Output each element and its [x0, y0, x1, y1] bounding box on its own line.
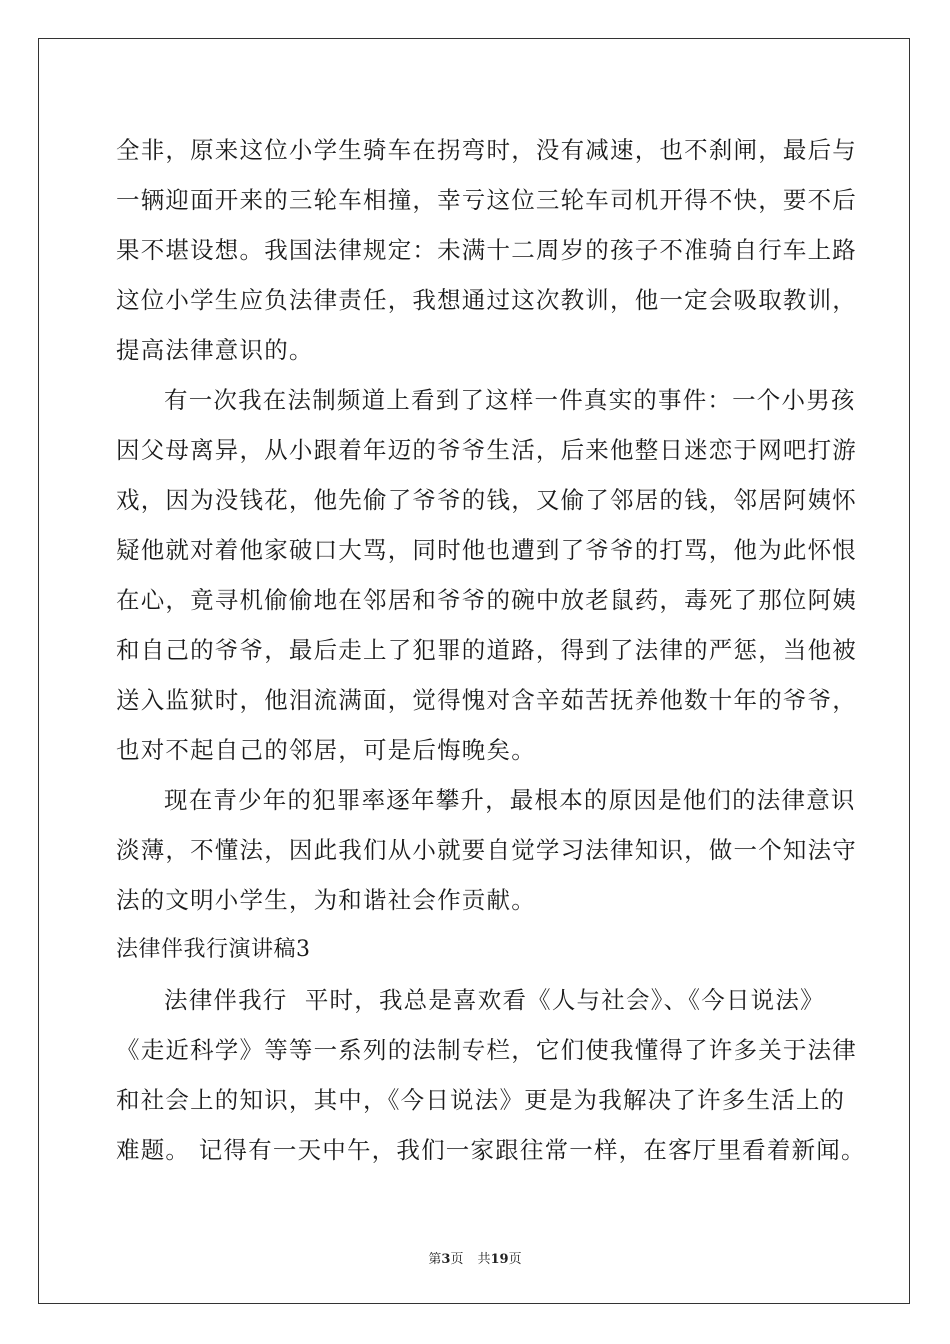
- page-suffix: 页: [450, 1252, 464, 1267]
- page-current: 3: [441, 1252, 451, 1267]
- text-line: 因父母离异，从小跟着年迈的爷爷生活，后来他整日迷恋于网吧打游: [116, 436, 857, 464]
- text-line: 《走近科学》等等一系列的法制专栏，它们使我懂得了许多关于法律: [116, 1036, 857, 1064]
- document-body: [116, 125, 866, 1175]
- page-prefix: 第: [428, 1252, 442, 1267]
- text-line: 淡薄，不懂法，因此我们从小就要自觉学习法律知识，做一个知法守: [116, 836, 857, 864]
- text-line: 这位小学生应负法律责任，我想通过这次教训，他一定会吸取教训，: [116, 286, 857, 314]
- text-line: 提高法律意识的。: [116, 336, 314, 364]
- text-line: 全非，原来这位小学生骑车在拐弯时，没有减速，也不刹闸，最后与: [116, 136, 857, 164]
- paragraph-1: [116, 125, 857, 375]
- paragraph-4: [116, 975, 866, 1175]
- text-line: 戏，因为没钱花，他先偷了爷爷的钱，又偷了邻居的钱，邻居阿姨怀: [116, 486, 857, 514]
- text-line: 法的文明小学生，为和谐社会作贡献。: [116, 886, 536, 914]
- text-line: 一辆迎面开来的三轮车相撞，幸亏这位三轮车司机开得不快，要不后: [116, 186, 857, 214]
- text-line: 难题。 记得有一天中午，我们一家跟往常一样，在客厅里看着新闻。: [116, 1136, 866, 1164]
- total-suffix: 页: [508, 1252, 522, 1267]
- text-line: 果不堪设想。我国法律规定：未满十二周岁的孩子不准骑自行车上路: [116, 236, 857, 264]
- total-prefix: 共: [477, 1252, 491, 1267]
- text-line: 和社会上的知识，其中，《今日说法》更是为我解决了许多生活上的: [116, 1086, 846, 1114]
- text-line: 送入监狱时，他泪流满面，觉得愧对含辛茹苦抚养他数十年的爷爷，: [116, 686, 857, 714]
- page-total: 19: [490, 1252, 509, 1267]
- text-line: 现在青少年的犯罪率逐年攀升，最根本的原因是他们的法律意识: [164, 786, 856, 814]
- text-line: 也对不起自己的邻居，可是后悔晚矣。: [116, 736, 536, 764]
- text-line: 疑他就对着他家破口大骂，同时他也遭到了爷爷的打骂，他为此怀恨: [116, 536, 857, 564]
- text-line: 在心，竟寻机偷偷地在邻居和爷爷的碗中放老鼠药，毒死了那位阿姨: [116, 586, 857, 614]
- text-line: 法律伴我行 平时，我总是喜欢看《人与社会》、《今日说法》: [164, 986, 825, 1014]
- paragraph-3: [116, 775, 857, 925]
- page-footer: [0, 1248, 950, 1267]
- paragraph-2: [116, 375, 857, 775]
- text-line: 和自己的爷爷，最后走上了犯罪的道路，得到了法律的严惩，当他被: [116, 636, 857, 664]
- text-line: 有一次我在法制频道上看到了这样一件真实的事件：一个小男孩: [164, 386, 856, 414]
- section-heading: 法律伴我行演讲稿3: [116, 937, 311, 962]
